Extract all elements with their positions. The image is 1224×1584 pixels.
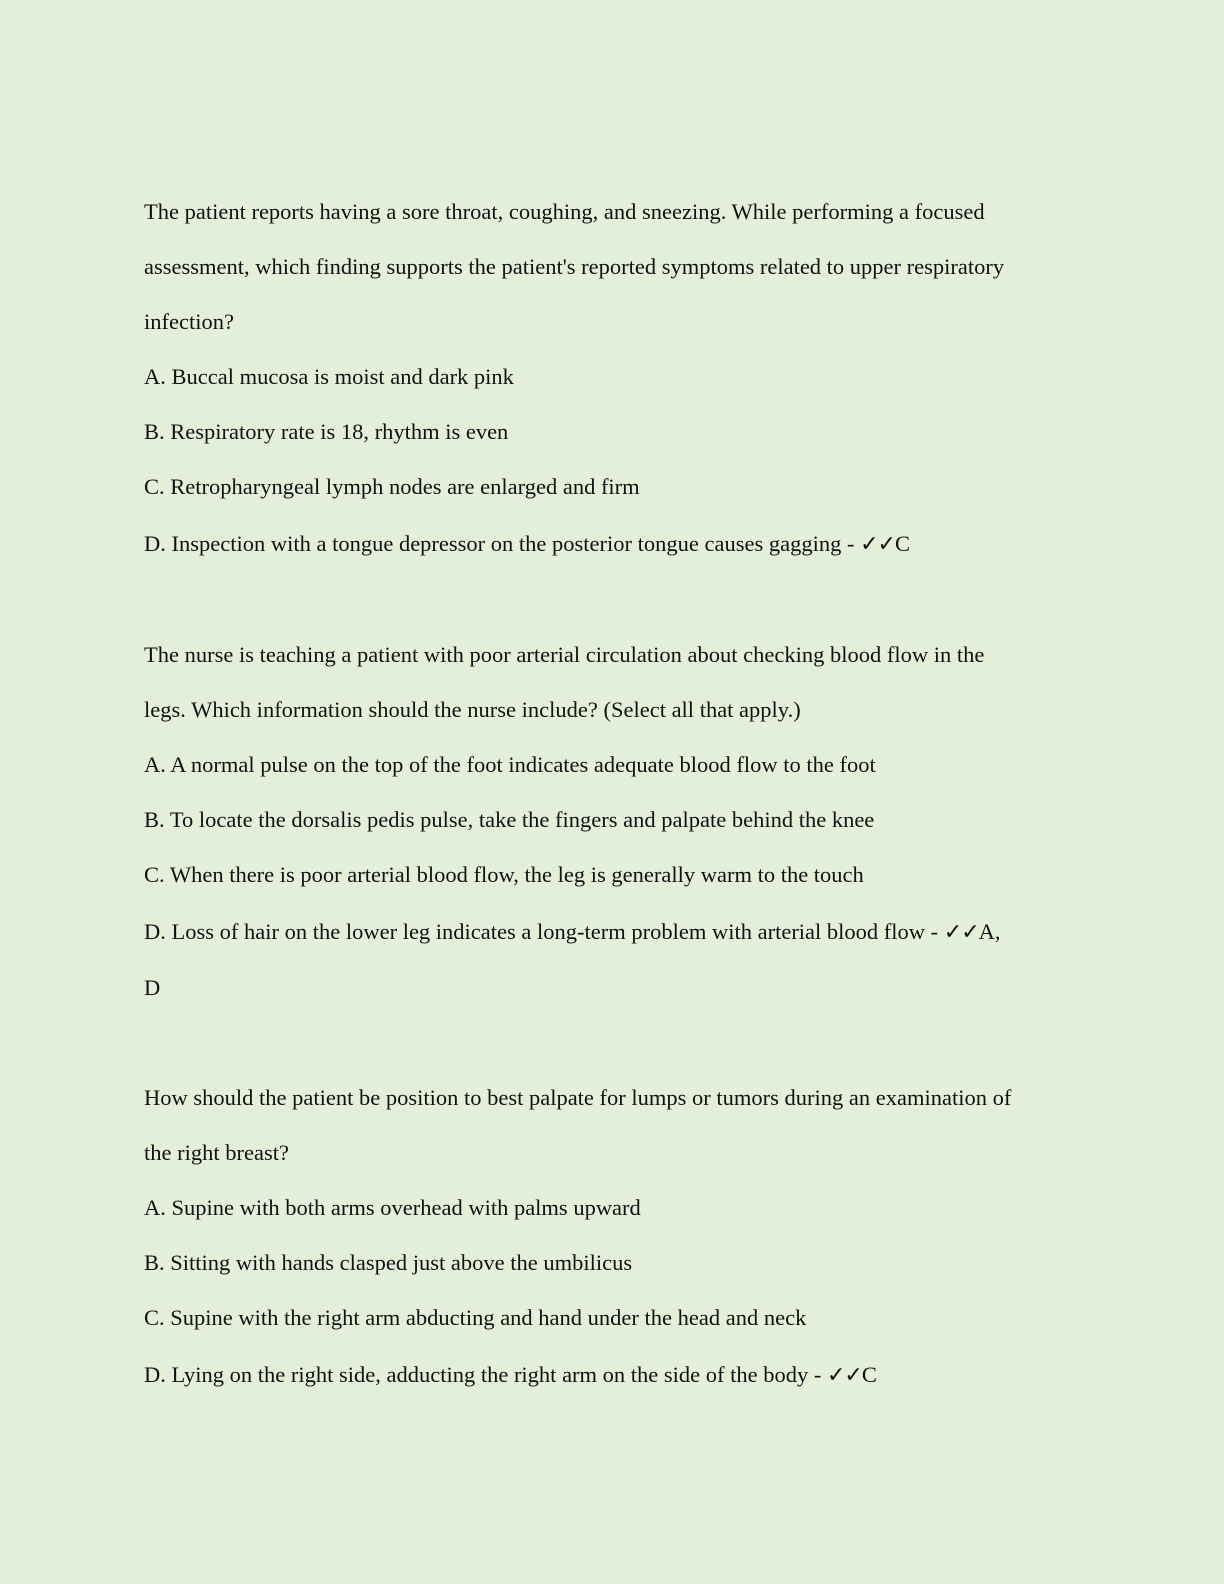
answer-option-c: C. Retropharyngeal lymph nodes are enlarged and firm: [144, 474, 640, 499]
answer-option-d: D. Loss of hair on the lower leg indicates a long-term problem with arterial blood flow -: [144, 919, 944, 944]
answer-option-d-line: [144, 1351, 1084, 1409]
question-3: [144, 1076, 1084, 1409]
question-spacer: [144, 578, 1084, 633]
answer-option-c: C. When there is poor arterial blood flow, the leg is generally warm to the touch: [144, 862, 864, 887]
double-check-icon: ✓✓: [860, 532, 895, 557]
question-stem-line: How should the patient be position to best palpate for lumps or tumors during an examination of: [144, 1085, 1012, 1110]
question-stem-line: The patient reports having a sore throat, coughing, and sneezing. While performing a focused: [144, 199, 985, 224]
question-stem-line: legs. Which information should the nurse include? (Select all that apply.): [144, 697, 801, 722]
question-stem-line: assessment, which finding supports the patient's reported symptoms related to upper respiratory: [144, 254, 1005, 279]
question-stem-line: The nurse is teaching a patient with poor arterial circulation about checking blood flow in the: [144, 642, 985, 667]
answer-option-b: B. Respiratory rate is 18, rhythm is even: [144, 419, 509, 444]
answer-option-d: D. Lying on the right side, adducting the right arm on the side of the body -: [144, 1362, 827, 1387]
correct-answer: C: [861, 1362, 877, 1387]
answer-option-b: B. To locate the dorsalis pedis pulse, take the fingers and palpate behind the knee: [144, 807, 875, 832]
question-stem-line: infection?: [144, 309, 234, 334]
correct-answer: A,: [978, 919, 1001, 944]
answer-option-a: A. A normal pulse on the top of the foot indicates adequate blood flow to the foot: [144, 752, 876, 777]
question-stem-line: the right breast?: [144, 1140, 289, 1165]
answer-option-c: C. Supine with the right arm abducting and hand under the head and neck: [144, 1305, 807, 1330]
question-2: [144, 633, 1084, 1021]
correct-answer-continued: D: [144, 975, 161, 1000]
answer-option-a: A. Supine with both arms overhead with palms upward: [144, 1195, 641, 1220]
correct-answer: C: [894, 531, 910, 556]
double-check-icon: ✓✓: [943, 920, 979, 945]
answer-option-d: D. Inspection with a tongue depressor on the posterior tongue causes gagging -: [144, 531, 861, 556]
double-check-icon: ✓✓: [827, 1363, 862, 1388]
document-page: [144, 190, 1084, 1409]
question-1: [144, 190, 1084, 578]
answer-option-a: A. Buccal mucosa is moist and dark pink: [144, 364, 514, 389]
answer-option-b: B. Sitting with hands clasped just above the umbilicus: [144, 1250, 633, 1275]
answer-option-d-line: [144, 908, 1084, 966]
answer-option-d-line: [144, 520, 1084, 578]
question-spacer: [144, 1021, 1084, 1076]
